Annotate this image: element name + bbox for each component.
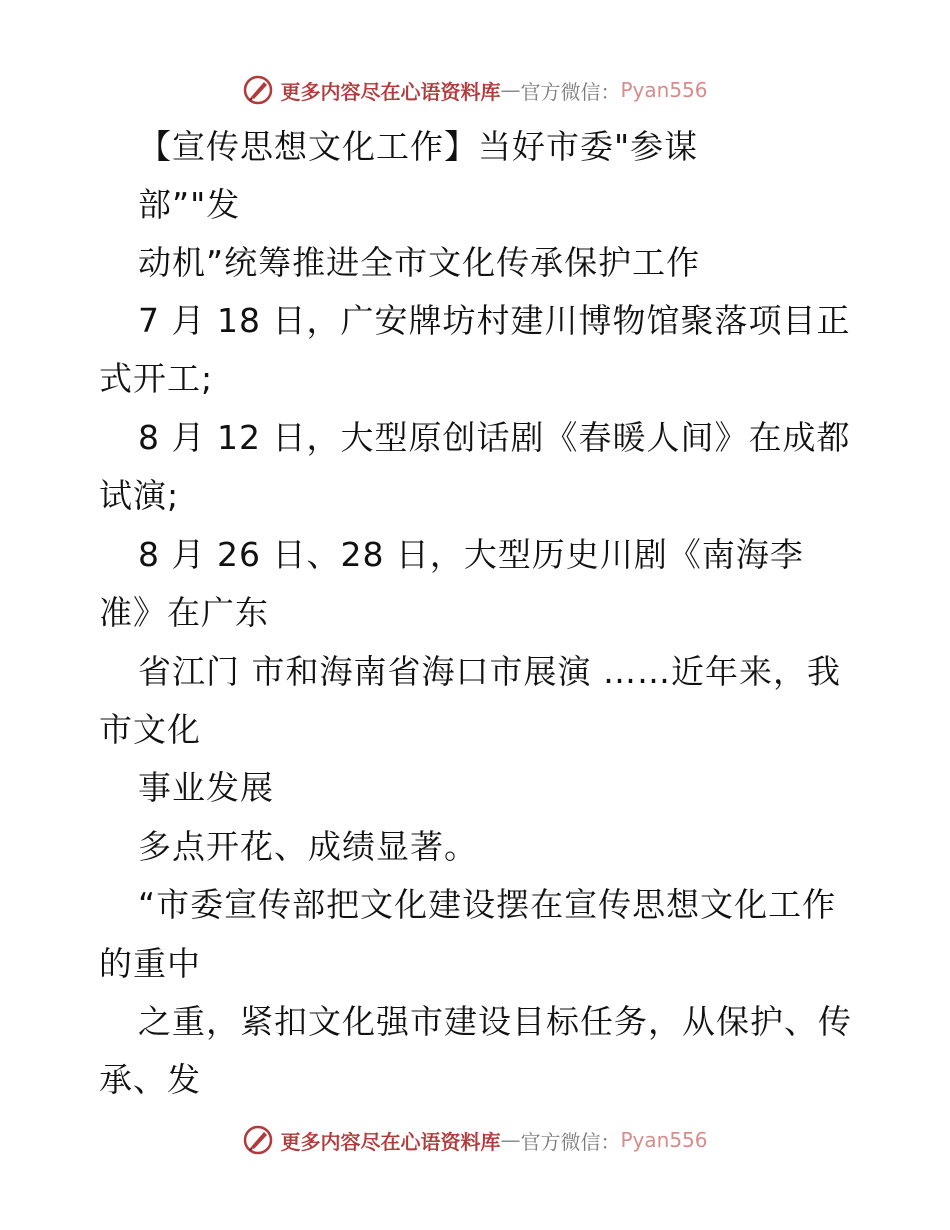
- title-line-3: 动机”统筹推进全市文化传承保护工作: [138, 243, 701, 282]
- body-line: 省江门 市和海南省海口市展演 ……近年来，我: [138, 652, 841, 691]
- quill-pen-logo-icon: [242, 74, 274, 106]
- banner-official-label: 官方微信：: [520, 79, 621, 104]
- body-line: 8 月 12 日，大型原创话剧《春暖人间》在成都: [138, 418, 851, 457]
- body-line: 准》在广东: [99, 593, 269, 632]
- footer-banner: [0, 1120, 950, 1160]
- banner-dash: —: [500, 1128, 521, 1152]
- body-line: 之重，紧扣文化强市建设目标任务，从保护、传: [138, 1002, 852, 1041]
- body-line: 多点开花、成绩显著。: [138, 827, 478, 866]
- body-line: 事业发展: [138, 768, 274, 807]
- body-line: 承、发: [99, 1060, 201, 1099]
- title-line-1: 【宣传思想文化工作】当好市委"参谋: [138, 127, 699, 166]
- body-line: 8 月 26 日、28 日，大型历史川剧《南海李: [138, 535, 804, 574]
- quill-pen-logo-icon: [242, 1124, 274, 1156]
- banner-wechat-id: Pyan556: [620, 1128, 708, 1152]
- body-line: 市文化: [99, 710, 201, 749]
- banner-title: 更多内容尽在心语资料库: [280, 79, 501, 104]
- header-banner: [0, 70, 950, 110]
- body-line: “市委宣传部把文化建设摆在宣传思想文化工作: [138, 885, 837, 924]
- body-line: 的重中: [99, 944, 201, 983]
- banner-official-label: 官方微信：: [520, 1129, 621, 1154]
- title-line-2: 部”"发: [138, 185, 241, 224]
- body-line: 试演;: [99, 476, 180, 515]
- body-line: 式开工;: [99, 359, 214, 398]
- banner-title: 更多内容尽在心语资料库: [280, 1129, 501, 1154]
- body-line: 7 月 18 日，广安牌坊村建川博物馆聚落项目正: [138, 301, 851, 340]
- banner-dash: —: [500, 78, 521, 102]
- banner-wechat-id: Pyan556: [620, 78, 708, 102]
